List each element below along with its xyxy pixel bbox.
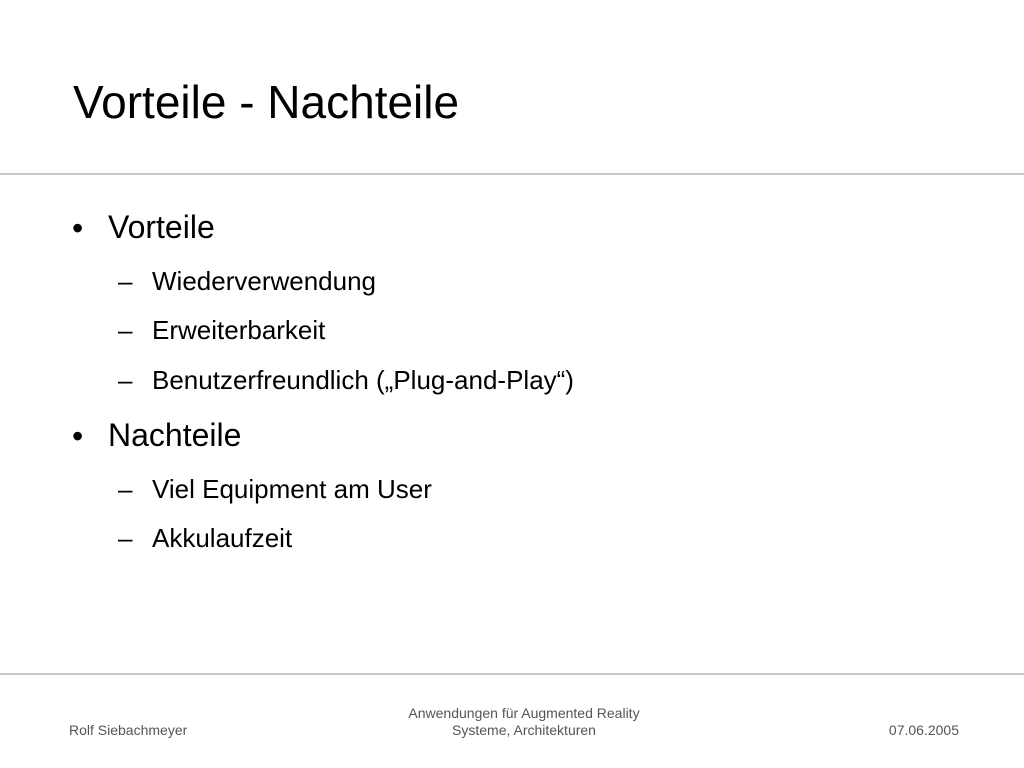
list-item: Viel Equipment am User — [152, 474, 432, 504]
footer-course — [324, 705, 724, 739]
bullet-marker: • — [72, 210, 84, 246]
bullet-marker: • — [72, 418, 84, 454]
sub-bullet-marker: – — [118, 474, 133, 504]
list-item: Akkulaufzeit — [152, 523, 293, 553]
section-heading-nachteile: Nachteile — [108, 417, 242, 453]
footer-author: Rolf Siebachmeyer — [69, 722, 188, 738]
list-item: Wiederverwendung — [152, 266, 377, 296]
footer-course-line1: Anwendungen für Augmented Reality — [408, 705, 640, 721]
footer-divider — [0, 673, 1024, 675]
list-item: Benutzerfreundlich („Plug-and-Play“) — [152, 365, 574, 395]
sub-bullet-marker: – — [118, 365, 133, 395]
footer-date: 07.06.2005 — [888, 722, 959, 738]
sub-bullet-marker: – — [118, 315, 133, 345]
footer-course-line2: Systeme, Architekturen — [452, 722, 596, 738]
list-item: Erweiterbarkeit — [152, 315, 326, 345]
slide-title: Vorteile - Nachteile — [73, 76, 460, 128]
sub-bullet-marker: – — [118, 266, 133, 296]
sub-bullet-marker: – — [118, 523, 133, 553]
section-heading-vorteile: Vorteile — [108, 209, 215, 245]
